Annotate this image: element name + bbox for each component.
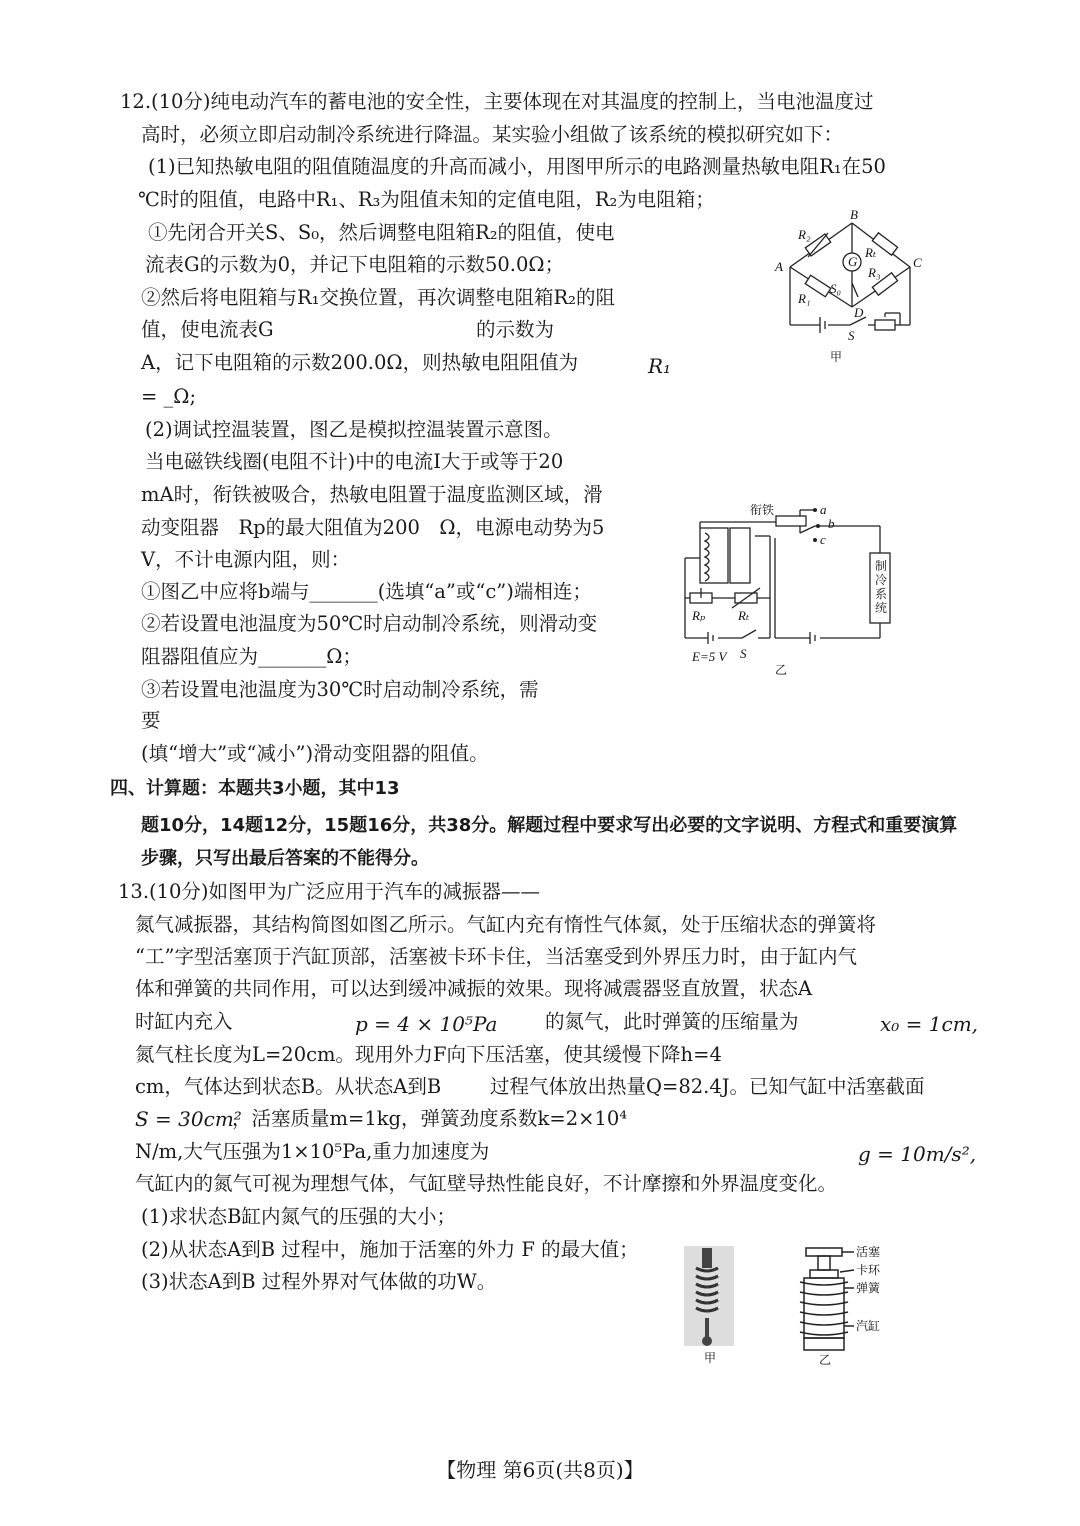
s0-label: S₀	[830, 281, 842, 296]
q13-line-10: 气缸内的氮气可视为理想气体，气缸壁导热性能良好，不计摩擦和外界温度变化。	[135, 1172, 838, 1195]
q12-line-18: 阻器阻值应为_______Ω；	[141, 645, 362, 668]
q12-line-7: ②然后将电阻箱与R₁交换位置，再次调整电阻箱R₂的阻	[141, 286, 615, 309]
cooling-char-2: 冷	[875, 573, 888, 587]
q12-line-10: = _Ω;	[141, 385, 197, 408]
q13-area-formula: S = 30cm²	[135, 1107, 242, 1131]
r1-label: R₁	[798, 291, 811, 306]
q13-line-5c: 的氮气，此时弹簧的压缩量为	[545, 1010, 799, 1033]
photo-caption: 甲	[704, 1351, 717, 1365]
section4-line-1: 四、计算题：本题共3小题，其中13	[110, 778, 400, 799]
figure-yi-control-device	[680, 498, 900, 683]
rt-label-yi: Rₜ	[738, 608, 750, 623]
q13-line-11: (1)求状态B缸内氮气的压强的大小；	[141, 1205, 456, 1228]
structure-caption: 乙	[819, 1353, 832, 1367]
q12-line-17: ②若设置电池温度为50℃时启动制冷系统，则滑动变	[141, 612, 598, 635]
q13-line-9a: N/m,大气压强为1×10⁵Pa,重力加速度为	[135, 1140, 490, 1163]
node-d-label: D	[854, 305, 864, 320]
q13-gravity-formula: g = 10m/s²,	[858, 1142, 977, 1166]
q13-line-1: 13.(10分)如图甲为广泛应用于汽车的减振器——	[118, 880, 541, 903]
galvanometer-label: G	[848, 254, 858, 269]
figure-shock-absorber	[684, 1238, 904, 1368]
q12-line-6: 流表G的示数为0，并记下电阻箱的示数50.0Ω；	[145, 253, 565, 276]
q12-line-8a: 值，使电流表G	[141, 318, 274, 341]
terminal-c-label: c	[820, 532, 826, 547]
cooling-char-3: 系	[875, 587, 888, 601]
q13-line-8b: ，活塞质量m=1kg，弹簧劲度系数k=2×10⁴	[232, 1107, 628, 1130]
q13-line-6: 氮气柱长度为L=20cm。现用外力F向下压活塞，使其缓慢下降h=4	[135, 1043, 722, 1066]
q12-line-12: 当电磁铁线圈(电阻不计)中的电流I大于或等于20	[145, 450, 564, 473]
figure-jia-caption: 甲	[830, 350, 843, 364]
rt-label: Rₜ	[865, 245, 877, 260]
q12-line-15: V，不计电源内阻，则：	[141, 548, 351, 571]
figure-yi-caption: 乙	[775, 663, 788, 677]
q12-r1-symbol: R₁	[648, 354, 672, 378]
q12-line-16: ①图乙中应将b端与_______(选填“a”或“c”)端相连；	[141, 580, 592, 603]
q13-line-7b: 过程气体放出热量Q=82.4J。已知气缸中活塞截面	[490, 1075, 925, 1098]
r2-label: R₂	[798, 227, 811, 242]
node-a-label: A	[775, 259, 783, 274]
q13-x0-formula: x₀ = 1cm,	[880, 1012, 979, 1036]
q13-line-4: 体和弹簧的共同作用，可以达到缓冲减振的效果。现将减震器竖直放置，状态A	[135, 977, 813, 1000]
q12-line-21: (填“增大”或“减小”)滑动变阻器的阻值。	[141, 742, 489, 765]
figure-jia-bridge-circuit	[770, 205, 940, 370]
q13-line-13: (3)状态A到B 过程外界对气体做的功W。	[141, 1270, 497, 1293]
q12-line-20: 要	[141, 709, 161, 732]
snap-ring-label: 卡环	[856, 1263, 881, 1277]
q12-line-14: 动变阻器 Rp的最大阻值为200 Ω，电源电动势为5	[141, 516, 605, 539]
q13-line-7a: cm，气体达到状态B。从状态A到B	[135, 1075, 442, 1098]
emf-label: E=5 V	[692, 649, 727, 664]
q12-line-4: ℃时的阻值，电路中R₁、R₃为阻值未知的定值电阻，R₂为电阻箱；	[138, 188, 715, 211]
section4-line-2: 题10分，14题12分，15题16分，共38分。解题过程中要求写出必要的文字说明、方程式和重要演算	[141, 815, 958, 836]
piston-label: 活塞	[856, 1245, 881, 1259]
switch-s-label: S	[848, 328, 855, 343]
terminal-b-label: b	[828, 516, 835, 531]
q12-line-3: (1)已知热敏电阻的阻值随温度的升高而减小，用图甲所示的电路测量热敏电阻R₁在50	[148, 155, 886, 178]
q12-line-2: 高时，必须立即启动制冷系统进行降温。某实验小组做了该系统的模拟研究如下：	[141, 123, 844, 146]
q12-line-8b: 的示数为	[476, 318, 555, 341]
rp-label: Rₚ	[692, 608, 706, 623]
q13-line-5a: 时缸内充入	[135, 1010, 233, 1033]
q12-line-13: mA时，衔铁被吸合，热敏电阻置于温度监测区域，滑	[141, 483, 603, 506]
q12-line-5: ①先闭合开关S、S₀，然后调整电阻箱R₂的阻值，使电	[148, 221, 615, 244]
r3-label: R₃	[868, 265, 881, 280]
switch-s-label-yi: S	[740, 646, 747, 661]
terminal-a-label: a	[820, 502, 827, 517]
armature-label: 衔铁	[750, 503, 775, 517]
q12-line-19: ③若设置电池温度为30℃时启动制冷系统，需	[141, 678, 539, 701]
q12-line-9a: A，记下电阻箱的示数200.0Ω，则热敏电阻阻值为	[141, 351, 579, 374]
node-b-label: B	[850, 207, 858, 222]
cooling-char-1: 制	[875, 559, 888, 573]
q13-line-3: “工”字型活塞顶于汽缸顶部，活塞被卡环卡住，当活塞受到外界压力时，由于缸内气	[135, 945, 857, 968]
page-footer: 【物理 第6页(共8页)】	[436, 1458, 644, 1482]
cylinder-label: 汽缸	[856, 1319, 881, 1333]
q12-line-11: (2)调试控温装置，图乙是模拟控温装置示意图。	[145, 418, 563, 441]
q12-line-1: 12.(10分)纯电动汽车的蓄电池的安全性，主要体现在对其温度的控制上，当电池温度过	[120, 90, 874, 113]
section4-line-3: 步骤，只写出最后答案的不能得分。	[141, 848, 429, 869]
cooling-char-4: 统	[875, 601, 888, 615]
q13-line-2: 氮气减振器，其结构简图如图乙所示。气缸内充有惰性气体氮，处于压缩状态的弹簧将	[135, 913, 877, 936]
node-c-label: C	[913, 255, 922, 270]
spring-label: 弹簧	[856, 1281, 881, 1295]
q13-line-12: (2)从状态A到B 过程中，施加于活塞的外力 F 的最大值；	[141, 1238, 639, 1261]
q13-pressure-formula: p = 4 × 10⁵Pa	[355, 1012, 498, 1036]
